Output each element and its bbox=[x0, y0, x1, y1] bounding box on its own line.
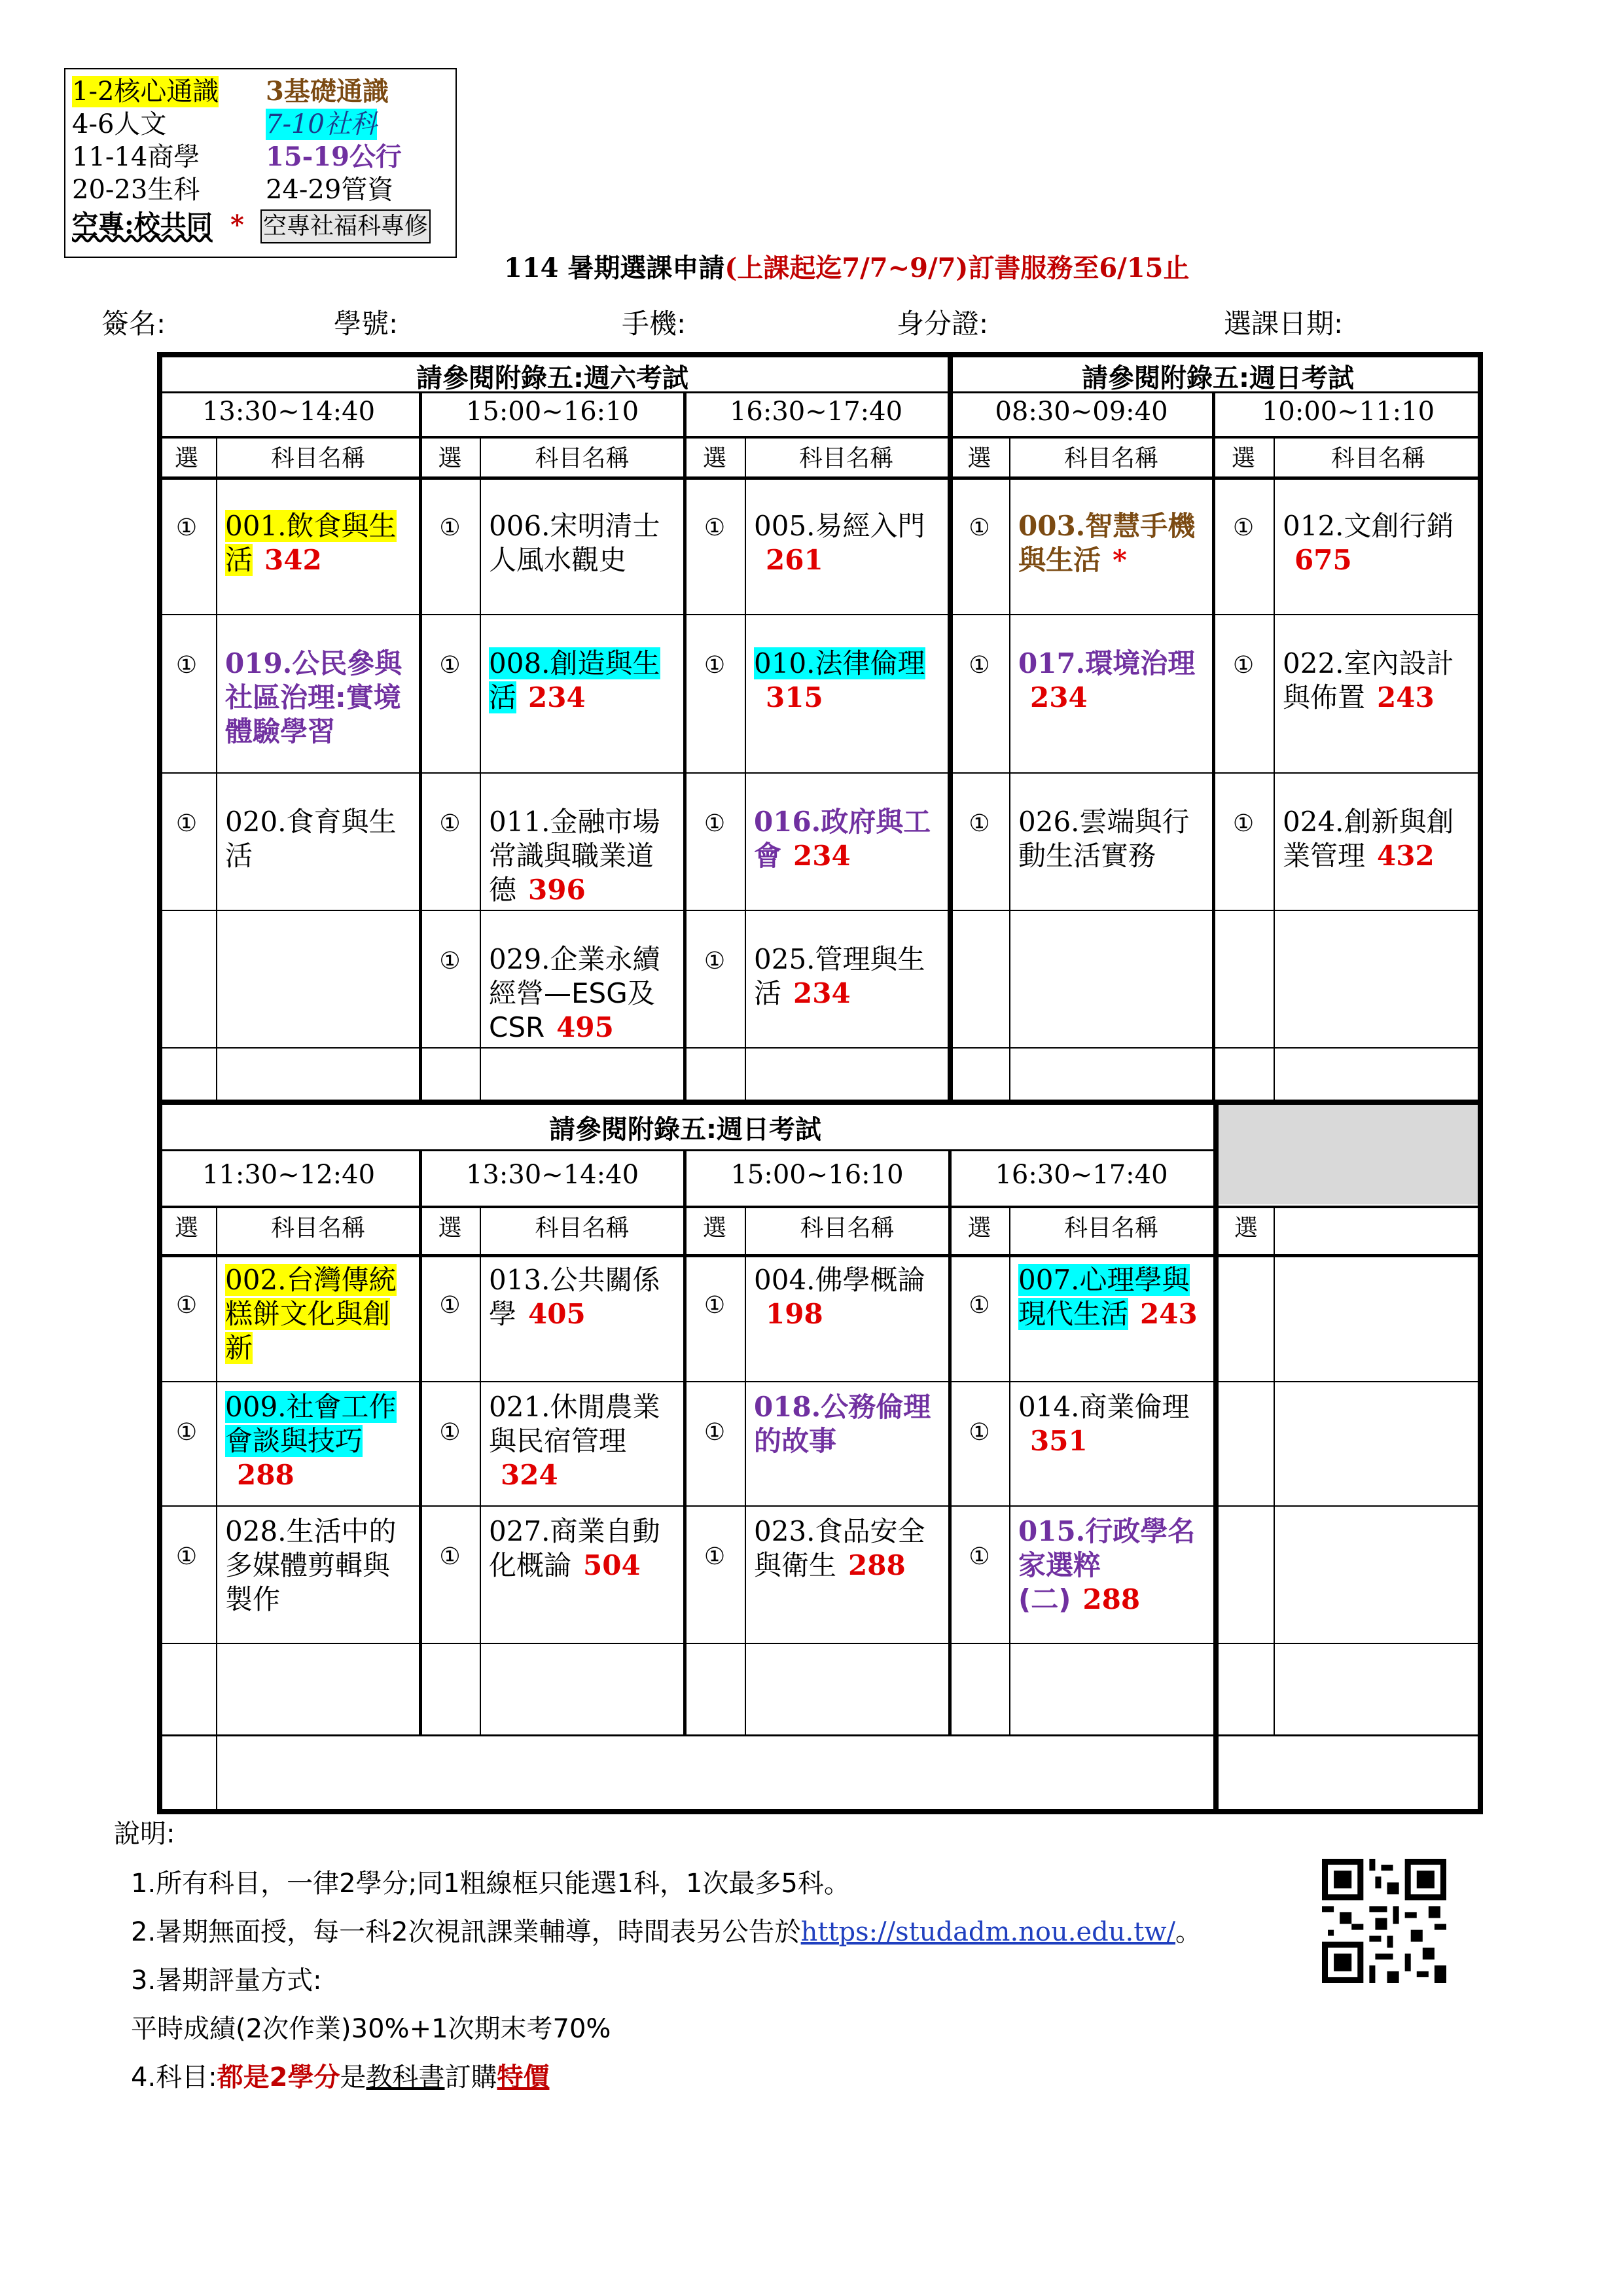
course-cell bbox=[489, 509, 675, 577]
select-header: 選 bbox=[967, 445, 991, 472]
row-line bbox=[157, 476, 1483, 480]
note-3b: 平時成績(2次作業)30%+1次期末考70% bbox=[131, 2014, 611, 2044]
course-code: 002. bbox=[225, 1264, 287, 1296]
field-student-id: 學號: bbox=[334, 308, 399, 340]
select-circle[interactable]: ① bbox=[175, 810, 198, 837]
course-cell bbox=[1283, 647, 1474, 715]
course-cell bbox=[754, 805, 938, 873]
course-name-header: 科目名稱 bbox=[800, 1215, 895, 1242]
book-price: 495 bbox=[556, 1011, 614, 1043]
row-line bbox=[157, 772, 1483, 774]
course-name: 室內設計與佈置 bbox=[1283, 647, 1454, 713]
select-circle[interactable]: ① bbox=[704, 652, 726, 679]
course-name: 公務倫理的故事 bbox=[754, 1391, 931, 1457]
book-price: 234 bbox=[793, 840, 851, 872]
sun-exam-header: 請參閱附錄五:週日考試 bbox=[1082, 363, 1354, 393]
course-cell bbox=[754, 1263, 940, 1331]
course-code: 013. bbox=[489, 1264, 550, 1296]
course-name: 生活中的多媒體剪輯與製作 bbox=[225, 1515, 397, 1615]
select-circle[interactable]: ① bbox=[439, 1419, 461, 1446]
book-price: 234 bbox=[1030, 681, 1088, 713]
legend-core: 1-2核心通識 bbox=[72, 77, 219, 107]
course-name: 環境治理 bbox=[1085, 647, 1196, 679]
note-4: 4.科目:都是2學分是教科書訂購特價 bbox=[131, 2062, 550, 2092]
course-name-header: 科目名稱 bbox=[1063, 1215, 1158, 1242]
time-slot: 10:00~11:10 bbox=[1261, 397, 1435, 427]
course-cell bbox=[225, 1263, 411, 1365]
book-price: 288 bbox=[848, 1549, 906, 1581]
select-header: 選 bbox=[702, 445, 726, 472]
course-code: 025. bbox=[754, 943, 815, 975]
col-line bbox=[1009, 436, 1010, 1100]
course-code: 019. bbox=[225, 647, 293, 679]
book-price: 351 bbox=[1030, 1425, 1088, 1457]
course-name-header: 科目名稱 bbox=[798, 445, 893, 472]
legend-social: 7-10社科 bbox=[266, 109, 377, 139]
course-cell bbox=[489, 1515, 675, 1583]
course-name: 管理與生活 bbox=[754, 943, 925, 1009]
select-circle[interactable]: ① bbox=[969, 1543, 990, 1570]
page-title bbox=[504, 247, 1189, 285]
row-line bbox=[157, 436, 1483, 439]
row-line bbox=[157, 1734, 1483, 1736]
select-circle[interactable]: ① bbox=[439, 810, 461, 837]
course-name: 宋明清士人風水觀史 bbox=[489, 510, 660, 576]
course-code: 026. bbox=[1018, 806, 1080, 838]
row-line bbox=[157, 1047, 1483, 1049]
course-name: 文創行銷 bbox=[1344, 510, 1454, 542]
course-code: 014. bbox=[1018, 1391, 1080, 1423]
select-circle[interactable]: ① bbox=[439, 514, 461, 541]
col-line bbox=[480, 436, 481, 1100]
legend-management: 24-29管資 bbox=[266, 175, 394, 205]
course-code: 017. bbox=[1018, 647, 1086, 679]
select-circle[interactable]: ① bbox=[704, 1543, 726, 1570]
select-circle[interactable]: ① bbox=[175, 652, 198, 679]
book-price: 432 bbox=[1377, 840, 1435, 872]
select-circle[interactable]: ① bbox=[175, 514, 198, 541]
col-line bbox=[216, 1206, 217, 1734]
select-circle[interactable]: ① bbox=[175, 1292, 198, 1319]
select-circle[interactable]: ① bbox=[969, 514, 990, 541]
course-code: 006. bbox=[489, 510, 550, 542]
course-name: 商業自動化概論 bbox=[489, 1515, 660, 1581]
course-cell bbox=[225, 805, 411, 873]
select-circle[interactable]: ① bbox=[439, 1292, 461, 1319]
course-name: 心理學與現代生活 bbox=[1018, 1264, 1190, 1330]
course-code: 015. bbox=[1018, 1515, 1086, 1547]
course-name: 法律倫理 bbox=[815, 647, 925, 679]
course-name: 食育與生活 bbox=[225, 806, 397, 872]
course-name: 企業永續經營—ESG及CSR bbox=[489, 943, 660, 1043]
gray-empty-cell bbox=[1219, 1105, 1478, 1204]
course-cell bbox=[1283, 805, 1474, 873]
course-code: 018. bbox=[754, 1391, 821, 1423]
course-name: 佛學概論 bbox=[815, 1264, 925, 1296]
table-right-border bbox=[1478, 352, 1483, 1814]
course-name: 公共關係學 bbox=[489, 1264, 660, 1330]
book-price: * bbox=[1113, 544, 1127, 576]
course-code: 029. bbox=[489, 943, 550, 975]
row-line bbox=[157, 1381, 1483, 1382]
col-line bbox=[1274, 436, 1275, 1100]
slot-divider bbox=[683, 391, 687, 1100]
col-line bbox=[1274, 1206, 1275, 1734]
select-header: 選 bbox=[174, 1215, 198, 1242]
select-header: 選 bbox=[967, 1215, 991, 1242]
course-code: 027. bbox=[489, 1515, 550, 1547]
course-name: 金融市場常識與職業道德 bbox=[489, 806, 660, 906]
course-name: 創造與生活 bbox=[489, 647, 660, 713]
legend-welfare: 空專社福科專修 bbox=[260, 209, 431, 243]
book-price: 675 bbox=[1294, 544, 1352, 576]
select-circle[interactable]: ① bbox=[704, 810, 726, 837]
select-circle[interactable]: ① bbox=[969, 1419, 990, 1446]
course-name-header: 科目名稱 bbox=[270, 1215, 365, 1242]
course-cell bbox=[1018, 509, 1204, 577]
course-code: 011. bbox=[489, 806, 550, 838]
course-cell bbox=[225, 1515, 411, 1617]
time-slot: 13:30~14:40 bbox=[202, 397, 376, 427]
course-name-header: 科目名稱 bbox=[1063, 445, 1158, 472]
course-name: 易經入門 bbox=[815, 510, 925, 542]
section-divider bbox=[157, 1100, 1483, 1105]
row-line bbox=[157, 1206, 1483, 1208]
course-name: 智慧手機與生活 bbox=[1018, 510, 1196, 576]
course-cell bbox=[225, 647, 411, 749]
book-price: 243 bbox=[1140, 1298, 1198, 1330]
course-cell bbox=[225, 1390, 411, 1492]
book-price: 288 bbox=[237, 1459, 294, 1491]
book-price: 234 bbox=[528, 681, 586, 713]
course-code: 023. bbox=[754, 1515, 815, 1547]
course-name-header: 科目名稱 bbox=[1330, 445, 1425, 472]
course-name: 行政學名家選粹(二) bbox=[1018, 1515, 1196, 1615]
select-circle[interactable]: ① bbox=[1232, 652, 1255, 679]
legend-box bbox=[64, 68, 457, 258]
time-slot: 13:30~14:40 bbox=[465, 1160, 639, 1190]
select-circle[interactable]: ① bbox=[969, 810, 990, 837]
course-code: 007. bbox=[1018, 1264, 1080, 1296]
course-code: 008. bbox=[489, 647, 550, 679]
col-line bbox=[216, 436, 217, 1100]
course-code: 016. bbox=[754, 806, 821, 838]
notes-heading: 說明: bbox=[114, 1819, 175, 1849]
course-code: 003. bbox=[1018, 510, 1086, 542]
legend-public: 15-19公行 bbox=[266, 141, 402, 172]
select-circle[interactable]: ① bbox=[969, 1292, 990, 1319]
title-prefix: 114 暑期選課申請 bbox=[504, 253, 725, 283]
select-circle[interactable]: ① bbox=[1232, 810, 1255, 837]
course-cell bbox=[754, 1390, 940, 1458]
select-header: 選 bbox=[702, 1215, 726, 1242]
course-cell bbox=[1018, 1263, 1204, 1331]
course-cell bbox=[489, 647, 675, 715]
book-price: 198 bbox=[766, 1298, 823, 1330]
select-header: 選 bbox=[438, 1215, 462, 1242]
time-slot: 16:30~17:40 bbox=[729, 397, 903, 427]
row-line bbox=[157, 1505, 1483, 1507]
course-name: 創新與創業管理 bbox=[1283, 806, 1454, 872]
select-header: 選 bbox=[174, 445, 198, 472]
course-cell bbox=[754, 509, 938, 577]
legend-basic: 3基礎通識 bbox=[266, 76, 389, 107]
sat-exam-header: 請參閱附錄五:週六考試 bbox=[416, 363, 688, 393]
course-cell bbox=[1018, 805, 1204, 873]
course-cell bbox=[1283, 509, 1474, 577]
course-code: 004. bbox=[754, 1264, 815, 1296]
book-price: 234 bbox=[793, 977, 851, 1009]
title-dates: (上課起迄7/7~9/7) bbox=[724, 253, 969, 283]
select-header: 選 bbox=[438, 445, 462, 472]
course-name: 公民參與社區治理:實境體驗學習 bbox=[225, 647, 402, 747]
course-code: 020. bbox=[225, 806, 287, 838]
course-cell bbox=[1018, 1515, 1204, 1617]
course-name: 台灣傳統糕餅文化與創新 bbox=[225, 1264, 397, 1364]
book-price: 261 bbox=[766, 544, 823, 576]
course-code: 001. bbox=[225, 510, 287, 542]
col-line bbox=[1009, 1206, 1010, 1734]
legend-common: 空專:校共同 bbox=[72, 209, 213, 240]
legend-star: * bbox=[230, 209, 244, 240]
select-circle[interactable]: ① bbox=[1232, 514, 1255, 541]
book-price: 288 bbox=[1082, 1583, 1141, 1615]
qr-code-icon[interactable] bbox=[1322, 1859, 1446, 1983]
table-bottom-border bbox=[157, 1809, 1483, 1814]
course-code: 021. bbox=[489, 1391, 550, 1423]
course-name: 飲食與生活 bbox=[225, 510, 397, 576]
select-circle[interactable]: ① bbox=[704, 514, 726, 541]
col-line bbox=[745, 1206, 746, 1734]
course-cell bbox=[489, 1390, 675, 1492]
note-3: 3.暑期評量方式: bbox=[131, 1965, 322, 1996]
row-line bbox=[157, 910, 1483, 911]
course-cell bbox=[1018, 1390, 1204, 1458]
course-code: 028. bbox=[225, 1515, 287, 1547]
slot-divider bbox=[419, 391, 422, 1100]
book-price: 324 bbox=[501, 1459, 558, 1491]
field-date: 選課日期: bbox=[1224, 308, 1344, 340]
row-line bbox=[157, 614, 1483, 615]
time-slot: 08:30~09:40 bbox=[995, 397, 1168, 427]
select-circle[interactable]: ① bbox=[439, 1543, 461, 1570]
course-cell bbox=[489, 942, 675, 1045]
select-circle[interactable]: ① bbox=[439, 948, 461, 975]
course-name-header: 科目名稱 bbox=[535, 1215, 630, 1242]
note-2: 2.暑期無面授，每一科2次視訊課業輔導，時間表另公告於https://studadm.nou.edu.tw/。 bbox=[131, 1917, 1202, 1947]
studadm-link[interactable]: https://studadm.nou.edu.tw/ bbox=[800, 1917, 1176, 1947]
course-cell bbox=[225, 509, 411, 577]
course-cell bbox=[754, 942, 938, 1011]
select-circle[interactable]: ① bbox=[704, 1419, 726, 1446]
course-name: 雲端與行動生活實務 bbox=[1018, 806, 1190, 872]
row-line bbox=[157, 1254, 1483, 1257]
select-header: 選 bbox=[1234, 1215, 1258, 1242]
time-slot: 16:30~17:40 bbox=[995, 1160, 1168, 1190]
field-id-card: 身分證: bbox=[897, 308, 989, 340]
time-slot: 15:00~16:10 bbox=[730, 1160, 904, 1190]
col-line bbox=[480, 1206, 481, 1734]
book-price: 396 bbox=[528, 874, 586, 906]
course-name: 食品安全與衛生 bbox=[754, 1515, 925, 1581]
book-price: 315 bbox=[766, 681, 823, 713]
select-circle[interactable]: ① bbox=[439, 652, 461, 679]
course-cell bbox=[754, 1515, 940, 1583]
book-price: 405 bbox=[528, 1298, 586, 1330]
course-code: 022. bbox=[1283, 647, 1344, 679]
book-price: 342 bbox=[264, 544, 322, 576]
row-line bbox=[157, 1643, 1483, 1644]
field-sign: 簽名: bbox=[101, 308, 166, 340]
time-slot: 11:30~12:40 bbox=[202, 1160, 376, 1190]
book-price: 504 bbox=[583, 1549, 641, 1581]
select-circle[interactable]: ① bbox=[704, 948, 726, 975]
course-name: 休閒農業與民宿管理 bbox=[489, 1391, 660, 1457]
book-price: 243 bbox=[1377, 681, 1435, 713]
col-line bbox=[216, 1734, 217, 1809]
legend-business: 11-14商學 bbox=[72, 142, 200, 172]
sun-exam-header-2: 請參閱附錄五:週日考試 bbox=[549, 1115, 821, 1145]
field-phone: 手機: bbox=[622, 308, 687, 340]
course-cell bbox=[489, 805, 675, 907]
course-name: 社會工作會談與技巧 bbox=[225, 1391, 397, 1457]
course-name-header: 科目名稱 bbox=[270, 445, 365, 472]
course-code: 005. bbox=[754, 510, 815, 542]
table-top-border bbox=[157, 352, 1483, 357]
course-code: 024. bbox=[1283, 806, 1344, 838]
select-circle[interactable]: ① bbox=[175, 1543, 198, 1570]
select-circle[interactable]: ① bbox=[175, 1419, 198, 1446]
course-cell bbox=[489, 1263, 675, 1331]
note-1: 1.所有科目，一律2學分;同1粗線框只能選1科，1次最多5科。 bbox=[131, 1869, 850, 1899]
col-line bbox=[745, 436, 746, 1100]
legend-lifesci: 20-23生科 bbox=[72, 175, 200, 205]
slot-divider bbox=[1212, 391, 1215, 1100]
time-slot: 15:00~16:10 bbox=[465, 397, 639, 427]
select-header: 選 bbox=[1231, 445, 1255, 472]
course-cell bbox=[754, 647, 938, 715]
course-name: 政府與工會 bbox=[754, 806, 931, 872]
course-cell bbox=[1018, 647, 1204, 715]
select-circle[interactable]: ① bbox=[704, 1292, 726, 1319]
course-name-header: 科目名稱 bbox=[535, 445, 630, 472]
title-suffix: 訂書服務至6/15止 bbox=[968, 253, 1190, 283]
course-code: 010. bbox=[754, 647, 815, 679]
course-code: 009. bbox=[225, 1391, 287, 1423]
course-code: 012. bbox=[1283, 510, 1344, 542]
select-circle[interactable]: ① bbox=[969, 652, 990, 679]
course-name: 商業倫理 bbox=[1079, 1391, 1190, 1423]
legend-humanities: 4-6人文 bbox=[72, 109, 167, 139]
